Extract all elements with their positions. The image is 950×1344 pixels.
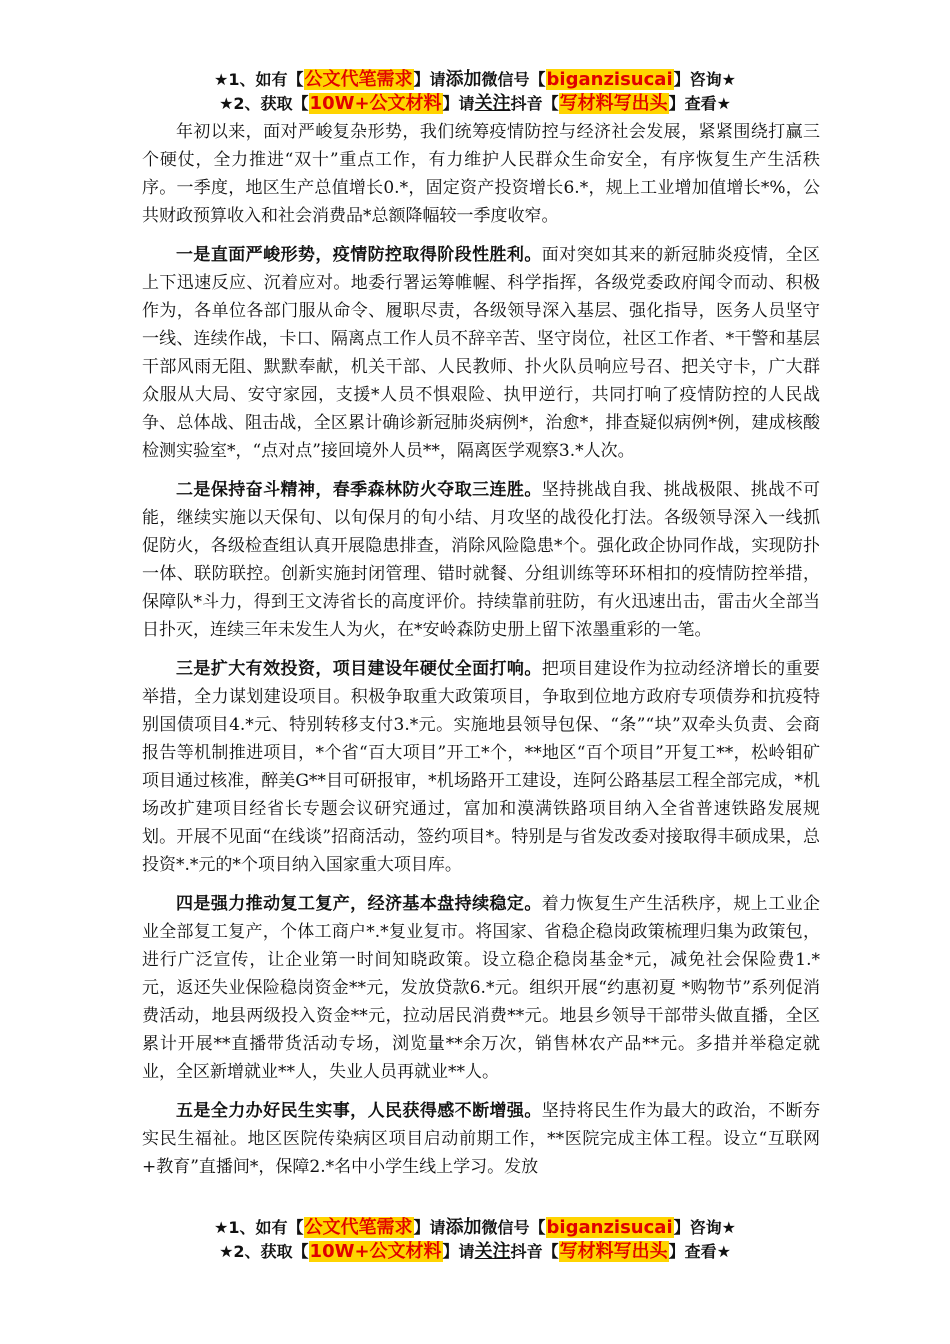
promo-text: 微信号【 <box>481 1218 546 1237</box>
section-paragraph-1 <box>142 241 820 465</box>
promo-highlight: biganzisucai <box>546 69 673 90</box>
section-body: 把项目建设作为拉动经济增长的重要举措，全力谋划建设项目。积极争取重大政策项目，争取到位地方政府专项债券和抗疫特别国债项目4.*元、特别转移支付3.*元。实施地县领导包保、“条”“块”双牵头负责、会商报告等机制推进项目，*个省“百大项目”开工*个，**地区“百个项目”开复工**，松岭钼矿项目通过核准，醉美G**目可研报审，*机场路开工建设，连阿公路基层工程全部完成，*机场改扩建项目经省长专题会议研究通过，富加和漠满铁路项目纳入全省普速铁路发展规划。开展不见面“在线谈”招商活动，签约项目*。特别是与省发改委对接取得丰硕成果，总投资*.*元的*个项目纳入国家重大项目库。 <box>142 659 820 875</box>
promo-text: 】请 <box>442 1242 475 1261</box>
section-body: 坚持挑战自我、挑战极限、挑战不可能，继续实施以天保旬、以旬保月的旬小结、月攻坚的战役化打法。各级领导深入一线抓促防火，各级检查组认真开展隐患排查，消除风险隐患*个。强化政企协同作战，实现防扑一体、联防联控。创新实施封闭管理、错时就餐、分组训练等环环相扣的疫情防控举措，保障队*斗力，得到王文涛省长的高度评价。持续靠前驻防，有火迅速出击，雷击火全部当日扑灭，连续三年未发生人为火，在*安岭森防史册上留下浓墨重彩的一笔。 <box>142 480 820 640</box>
promo-line-1 <box>0 1216 950 1240</box>
promo-highlight: biganzisucai <box>546 1217 673 1238</box>
promo-text: ★1、如有【 <box>214 70 304 89</box>
section-heading: 五是全力办好民生实事，人民获得感不断增强。 <box>176 1101 542 1121</box>
promo-emphasis: 添加 <box>445 69 482 90</box>
promo-line-2 <box>0 92 950 116</box>
promo-emphasis: 关注 <box>474 93 511 114</box>
promo-text: 】咨询★ <box>673 70 736 89</box>
intro-paragraph: 年初以来，面对严峻复杂形势，我们统筹疫情防控与经济社会发展，紧紧围绕打赢三个硬仗，全力推进“双十”重点工作，有力维护人民群众生命安全，有序恢复生产生活秩序。一季度，地区生产总值增长0.*，固定资产投资增长6.*，规上工业增加值增长*%，公共财政预算收入和社会消费品*总额降幅较一季度收窄。 <box>142 122 820 226</box>
promo-highlight: 写材料写出头 <box>559 1241 668 1262</box>
section-heading: 四是强力推动复工复产，经济基本盘持续稳定。 <box>176 894 542 914</box>
promo-emphasis: 添加 <box>445 1217 482 1238</box>
promo-highlight: 10W+公文材料 <box>309 93 442 114</box>
section-paragraph-5 <box>142 1097 820 1181</box>
promo-text: ★1、如有【 <box>214 1218 304 1237</box>
promo-line-1 <box>0 68 950 92</box>
promo-text: 】请 <box>442 94 475 113</box>
promo-text: 微信号【 <box>481 70 546 89</box>
promo-text: ★2、获取【 <box>219 1242 309 1261</box>
section-heading: 二是保持奋斗精神，春季森林防火夺取三连胜。 <box>176 480 542 500</box>
section-body: 面对突如其来的新冠肺炎疫情，全区上下迅速反应、沉着应对。地委行署运筹帷幄、科学指挥，各级党委政府闻令而动、积极作为，各单位各部门服从命令、履职尽责，各级领导深入基层、强化指导，医务人员坚守一线、连续作战，卡口、隔离点工作人员不辞辛苦、坚守岗位，社区工作者、*干警和基层干部风雨无阻、默默奉献，机关干部、人民教师、扑火队员响应号召、把关守卡，广大群众服从大局、安守家园，支援*人员不惧艰险、执甲逆行，共同打响了疫情防控的人民战争、总体战、阻击战，全区累计确诊新冠肺炎病例*，治愈*，排查疑似病例*例，建成核酸检测实验室*，“点对点”接回境外人员**，隔离医学观察3.*人次。 <box>142 245 820 461</box>
promo-text: 】查看★ <box>668 1242 731 1261</box>
section-paragraph-3 <box>142 655 820 879</box>
section-heading: 一是直面严峻形势，疫情防控取得阶段性胜利。 <box>176 245 542 265</box>
promo-highlight: 10W+公文材料 <box>309 1241 442 1262</box>
promo-banner-bottom <box>0 1216 950 1264</box>
section-paragraph-4 <box>142 890 820 1086</box>
promo-highlight: 写材料写出头 <box>559 93 668 114</box>
section-paragraph-2 <box>142 476 820 644</box>
promo-text: 】查看★ <box>668 94 731 113</box>
promo-highlight: 公文代笔需求 <box>304 1217 413 1238</box>
section-body: 着力恢复生产生活秩序，规上工业企业全部复工复产，个体工商户*.*复业复市。将国家、省稳企稳岗政策梳理归集为政策包，进行广泛宣传，让企业第一时间知晓政策。设立稳企稳岗基金*元，减免社会保险费1.*元，返还失业保险稳岗资金**元，发放贷款6.*元。组织开展“约惠初夏 *购物节”系列促消费活动，地县两级投入资金**元，拉动居民消费**元。地县乡领导干部带头做直播，全区累计开展**直播带货活动专场，浏览量**余万次，销售林农产品**元。多措并举稳定就业，全区新增就业**人，失业人员再就业**人。 <box>142 894 820 1082</box>
promo-emphasis: 关注 <box>474 1241 511 1262</box>
document-body <box>142 118 820 1192</box>
promo-banner-top <box>0 68 950 116</box>
promo-text: 】请 <box>413 1218 446 1237</box>
promo-text: 】请 <box>413 70 446 89</box>
section-heading: 三是扩大有效投资，项目建设年硬仗全面打响。 <box>176 659 542 679</box>
section-body: 坚持将民生作为最大的政治，不断夯实民生福祉。地区医院传染病区项目启动前期工作，**医院完成主体工程。设立“互联网+教育”直播间*，保障2.*名中小学生线上学习。发放 <box>142 1101 820 1177</box>
promo-text: 】咨询★ <box>673 1218 736 1237</box>
promo-text: ★2、获取【 <box>219 94 309 113</box>
promo-highlight: 公文代笔需求 <box>304 69 413 90</box>
promo-line-2 <box>0 1240 950 1264</box>
promo-text: 抖音【 <box>510 1242 559 1261</box>
promo-text: 抖音【 <box>510 94 559 113</box>
